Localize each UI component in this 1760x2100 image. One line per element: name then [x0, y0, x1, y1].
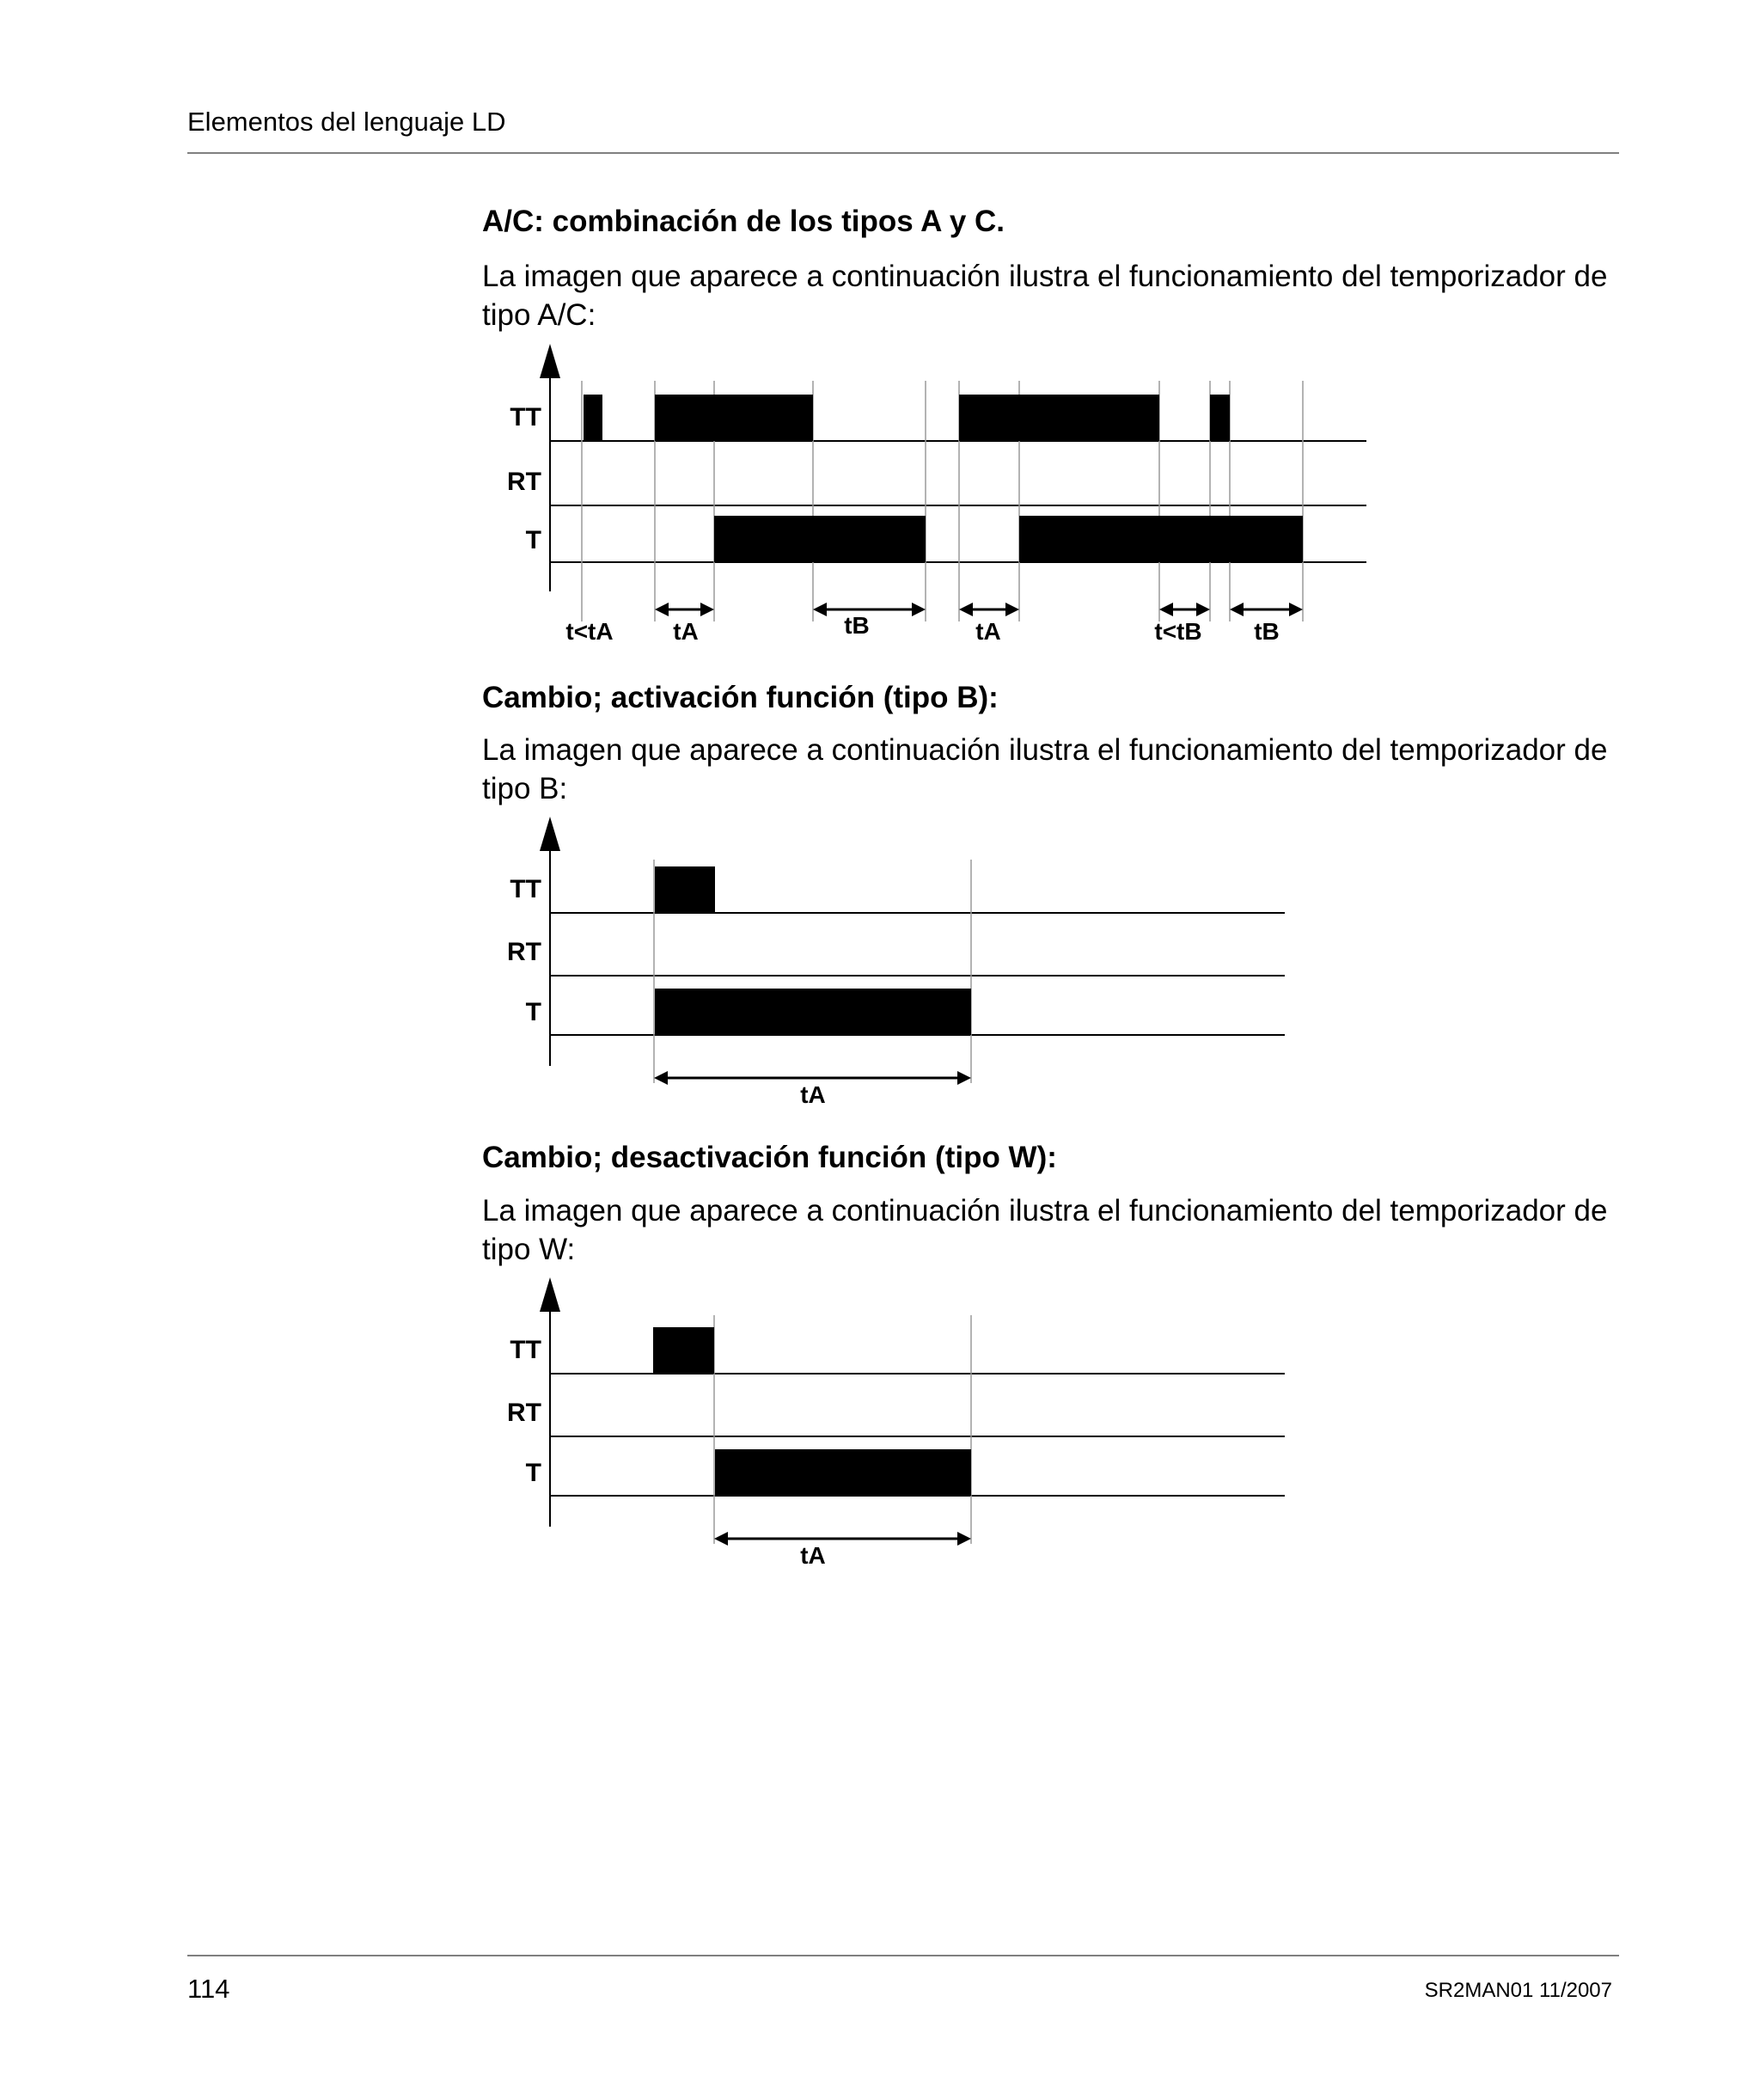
interval-label: tB: [1254, 618, 1280, 645]
section-title-b: Cambio; activación función (tipo B):: [482, 681, 999, 714]
signal-label-rt: RT: [507, 468, 541, 496]
signal-label-rt: RT: [507, 938, 541, 966]
section-title-ac: A/C: combinación de los tipos A y C.: [482, 205, 1005, 238]
interval-label: t<tB: [1154, 618, 1202, 645]
signal-label-tt: TT: [510, 1336, 541, 1364]
signal-label-tt: TT: [510, 403, 541, 432]
signal-label-rt: RT: [507, 1399, 541, 1427]
page-number: 114: [187, 1974, 230, 2004]
interval-label: tA: [975, 618, 1001, 645]
interval-label: tA: [800, 1081, 826, 1108]
section-text-w: La imagen que aparece a continuación ilustra el funcionamiento del temporizador de tipo W:: [482, 1194, 1608, 1266]
timing-diagram-b: [481, 806, 1375, 1116]
signal-label-t: T: [525, 998, 541, 1026]
interval-label: tA: [800, 1542, 826, 1569]
section-text-b: La imagen que aparece a continuación ilustra el funcionamiento del temporizador de tipo B:: [482, 733, 1608, 805]
signal-label-t: T: [525, 526, 541, 554]
signal-label-tt: TT: [510, 875, 541, 903]
timing-diagram-ac: [481, 334, 1375, 652]
timing-diagram-w: [481, 1267, 1375, 1577]
interval-label: t<tA: [565, 618, 614, 645]
interval-label: tB: [844, 612, 870, 639]
document-reference: SR2MAN01 11/2007: [1424, 1979, 1612, 2002]
section-title-w: Cambio; desactivación función (tipo W):: [482, 1141, 1057, 1174]
page-header-title: Elementos del lenguaje LD: [187, 107, 506, 137]
footer-rule: [187, 1955, 1619, 1956]
signal-label-t: T: [525, 1459, 541, 1487]
section-text-ac: La imagen que aparece a continuación ilustra el funcionamiento del temporizador de tipo A/C:: [482, 260, 1608, 332]
header-rule: [187, 152, 1619, 154]
interval-label: tA: [673, 618, 699, 645]
